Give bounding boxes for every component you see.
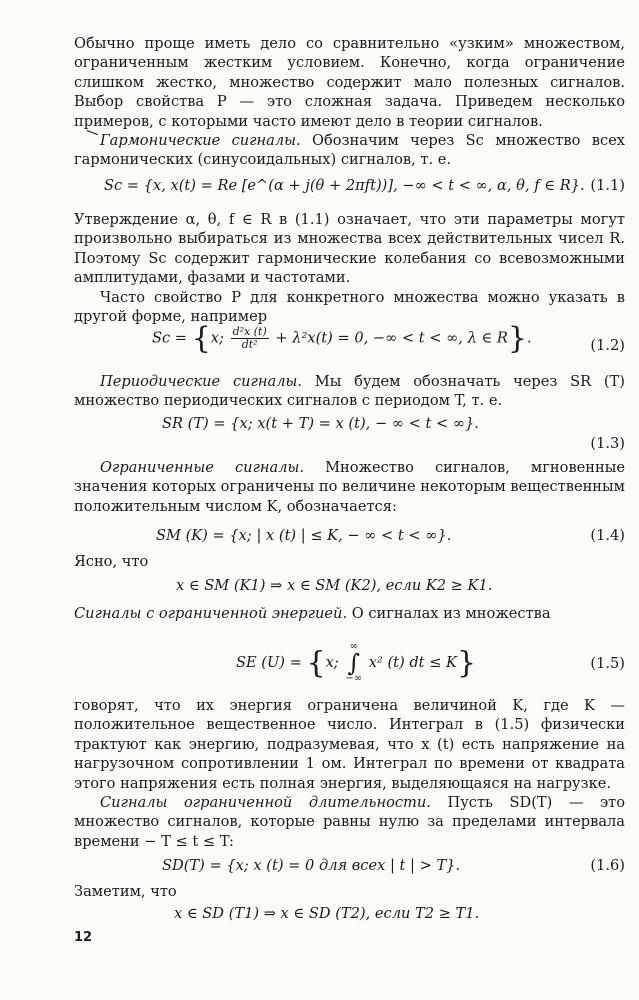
paragraph-intro: [74, 34, 625, 170]
equation-1-2: [74, 320, 625, 370]
note-text: Заметим, что: [74, 883, 177, 900]
duration-text: Пусть SD(T) — это множество сигналов, которые равны нулю за пределами интервала времени − T ≤ t ≤ T:: [74, 794, 625, 850]
equation-1-2-left: Sc =: [152, 329, 188, 347]
energy-heading: Сигналы с ограниченной энергией.: [74, 605, 348, 622]
intro-text: Обычно проще иметь дело со сравнительно «узким» множеством, ограниченным жестким условием. Конечно, когда ограничение слишком жестко, множество содержит мало полезных сигналов. Выбор свойства P — это сложная задача. Приведем несколько примеров, с которыми часто имеют дело в теории сигналов.: [74, 35, 625, 130]
equation-1-6-corollary-body: x ∈ SD (T1) ⇒ x ∈ SD (T2), если T2 ≥ T1.: [174, 905, 480, 922]
paragraph-bounded: [74, 458, 625, 516]
paragraph-periodic: [74, 372, 625, 411]
equation-1-5-number: (1.5): [590, 655, 625, 672]
periodic-text: Мы будем обозначать через SR (T) множество периодических сигналов с периодом T, т. е.: [74, 373, 625, 410]
harmonic-paragraph: [74, 131, 625, 170]
equation-1-1-number: (1.1): [590, 177, 625, 194]
paragraph-parameters: [74, 210, 625, 326]
equation-1-5-left: SE (U) =: [236, 654, 302, 671]
equation-1-6-number: (1.6): [590, 857, 625, 874]
equation-1-2-right: + λ²x(t) = 0, −∞ < t < ∞, λ ∈ R: [275, 329, 508, 347]
equation-1-5-body: SE (U) = {x; ∞ ∫ −∞ x² (t) dt ≤ K}: [236, 641, 477, 684]
equation-1-5: [74, 636, 625, 692]
equation-1-4-number: (1.4): [590, 527, 625, 544]
equation-1-2-mid: x;: [210, 329, 224, 347]
equation-1-4-corollary-body: x ∈ SM (K1) ⇒ x ∈ SM (K2), если K2 ≥ K1.: [176, 577, 493, 594]
equation-1-2-number: (1.2): [590, 337, 625, 354]
harmonic-heading: Гармонические сигналы.: [100, 132, 301, 150]
equation-1-3: [74, 414, 625, 454]
equation-1-5-right: x² (t) dt ≤ K: [368, 654, 457, 671]
paragraph-energy: [74, 604, 625, 623]
harmonic-text: Обозначим через Sc множество всех гармонических (синусоидальных) сигналов, т. е.: [74, 132, 625, 169]
equation-1-2-fraction: $\frac{\text{d²x (t)}}{\text{dt²}}$: [232, 325, 267, 351]
parameters-text: Утверждение α, θ, f ∈ R в (1.1) означает, что эти параметры могут произвольно выбираться из множества всех действительных чисел R. Поэтому Sc содержит гармонические колебания со всевозможными амплитудами, фазами и частотами.: [74, 211, 625, 287]
periodic-heading: Периодические сигналы.: [100, 373, 303, 390]
equation-1-2-body: Sc = {x; $\frac{\text{d²x (t)}}{\text{dt²}}$ + λ²x(t) = 0, −∞ < t < ∞, λ ∈ R}.: [152, 320, 532, 356]
equation-1-4-body: SM (K) = {x; | x (t) | ≤ K, − ∞ < t < ∞}.: [156, 527, 452, 544]
equation-1-1-body: Sc = {x, x(t) = Re [e^(α + j(θ + 2πft))], −∞ < t < ∞, α, θ, f ∈ R}.: [104, 177, 585, 194]
equation-1-3-body: SR (T) = {x; x(t + T) = x (t), − ∞ < t < ∞}.: [162, 415, 479, 432]
bounded-heading: Ограниченные сигналы.: [100, 459, 305, 476]
duration-heading: Сигналы ограниченной длительности.: [100, 794, 431, 812]
equation-1-6-body: SD(T) = {x; x (t) = 0 для всех | t | > T}.: [162, 857, 461, 874]
equation-1-5-mid: x;: [325, 654, 339, 671]
energy-text: О сигналах из множества: [347, 605, 551, 622]
page-number: 12: [74, 930, 93, 945]
clear-text: Ясно, что: [74, 553, 149, 570]
property-text: Часто свойство P для конкретного множества можно указать в другой форме, например: [74, 288, 625, 326]
integral-icon: ∞ ∫ −∞: [345, 641, 363, 684]
note-line: [74, 882, 625, 901]
bounded-text: Множество сигналов, мгновенные значения которых ограничены по величине некоторым вещественным положительным числом K, обозначается:: [74, 459, 626, 515]
clear-line: [74, 552, 625, 571]
paragraph-energy-explain: [74, 696, 625, 851]
equation-1-3-number: (1.3): [590, 435, 625, 452]
equation-1-6-corollary: [74, 904, 625, 944]
energy-explain-text: говорят, что их энергия ограничена величиной K, где K — положительное вещественное число. Интеграл в (1.5) физически трактуют как энергию, подразумевая, что x (t) есть напряжение на нагрузочном сопротивлении 1 ом. Интеграл по времени от квадрата этого напряжения есть полная энергия, выделяющаяся на нагрузке.: [74, 697, 625, 792]
